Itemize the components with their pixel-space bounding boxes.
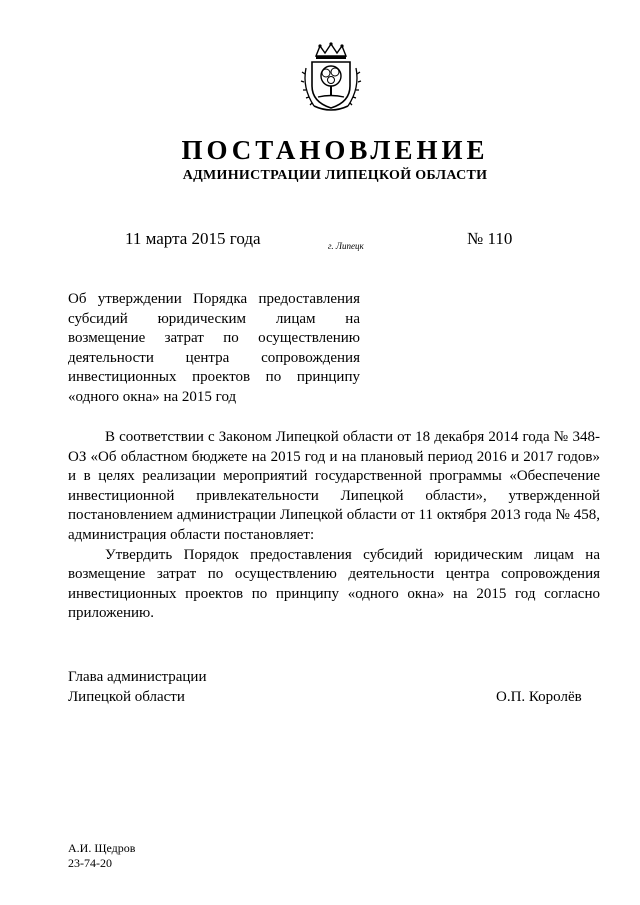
signatory-position-line-1: Глава администрации — [68, 669, 207, 685]
document-title: ПОСТАНОВЛЕНИЕ — [181, 135, 489, 165]
document-subtitle: АДМИНИСТРАЦИИ ЛИПЕЦКОЙ ОБЛАСТИ — [182, 168, 488, 183]
document-subject: Об утверждении Порядка предоставления субсидий юридическим лицам на возмещение затрат по осуществлению деятельности центра сопровождения инвестиционных проектов по принципу «одного окна» на 2015 год — [68, 291, 360, 405]
coat-of-arms-icon — [300, 42, 362, 114]
body-paragraph-1: В соответствии с Законом Липецкой области от 18 декабря 2014 года № 348-ОЗ «Об областном бюджете на 2015 год и на плановый период 2016 и 2017 годов» и в целях реализации мероприятий государственной программы «Обеспечение инвестиционной привлекательности Липецкой области», утвержденной постановлением администрации Липецкой области от 11 октября 2013 года № 458, администрация области постановляет: — [68, 429, 600, 543]
signatory-position-line-2: Липецкой области — [68, 689, 185, 705]
document-date: 11 марта 2015 года — [125, 229, 261, 248]
document-number: № 110 — [467, 229, 513, 248]
document-city: г. Липецк — [328, 241, 364, 251]
signatory-name: О.П. Королёв — [496, 689, 582, 705]
signatory-position — [68, 667, 206, 707]
body-paragraph-2: Утвердить Порядок предоставления субсидий юридическим лицам на возмещение затрат по осуществлению деятельности центра сопровождения инвестиционных проектов по принципу «одного окна» на 2015 год согласно приложению. — [68, 546, 600, 622]
document-body — [68, 428, 600, 624]
executor-name: А.И. Щедров — [68, 841, 136, 855]
executor-block — [68, 841, 135, 871]
executor-phone: 23-74-20 — [68, 856, 112, 870]
